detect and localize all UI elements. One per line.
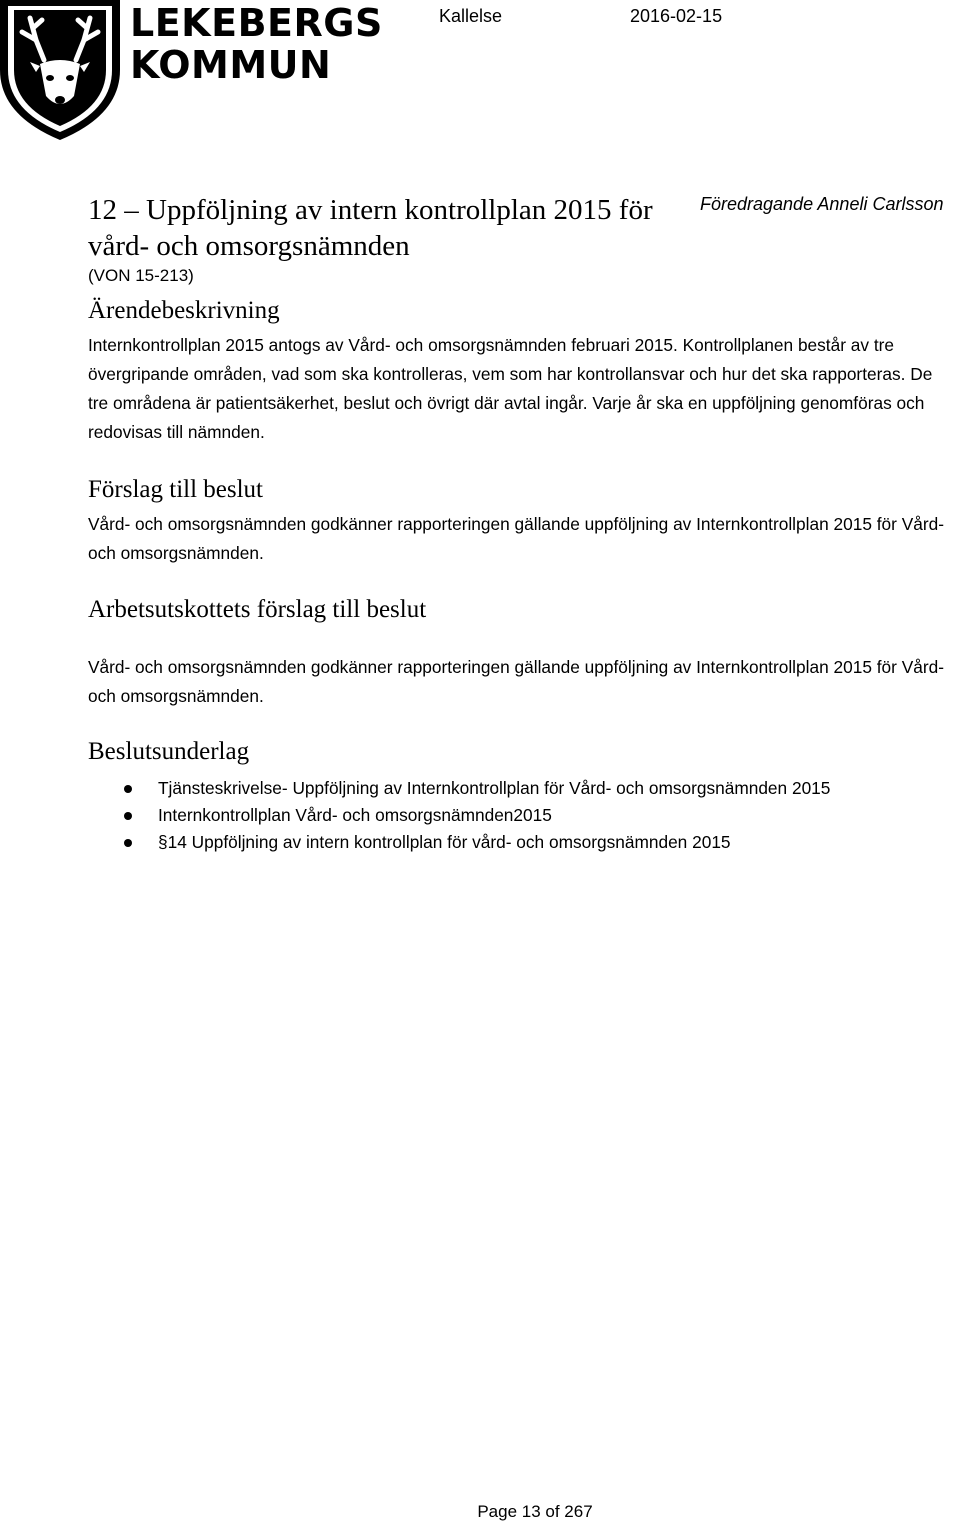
page-header — [0, 0, 960, 150]
bullet-icon — [124, 785, 132, 793]
brand-line-1: LEKEBERGS — [130, 1, 383, 45]
list-item-text: §14 Uppföljning av intern kontrollplan för vård- och omsorgsnämnden 2015 — [158, 832, 731, 852]
list-item — [120, 802, 830, 829]
bullet-icon — [124, 839, 132, 847]
list-item-text: Tjänsteskrivelse- Uppföljning av Internkontrollplan för Vård- och omsorgsnämnden 2015 — [158, 778, 831, 798]
list-item — [120, 829, 830, 856]
item-title: 12 – Uppföljning av intern kontrollplan 2015 för vård- och omsorgsnämnden — [88, 194, 653, 262]
heading-arbetsutskottets-forslag: Arbetsutskottets förslag till beslut — [88, 596, 427, 623]
list-item — [120, 775, 830, 802]
list-item-text: Internkontrollplan Vård- och omsorgsnämnden2015 — [158, 805, 552, 825]
page-footer — [0, 1502, 960, 1522]
page-number: Page 13 of 267 — [477, 1502, 593, 1521]
heading-forslag-till-beslut: Förslag till beslut — [88, 476, 263, 503]
brand-wordmark — [130, 2, 383, 86]
brand-line-2: KOMMUN — [130, 43, 332, 87]
bullet-icon — [124, 812, 132, 820]
heading-arendebeskrivning: Ärendebeskrivning — [88, 297, 280, 324]
document-date: 2016-02-15 — [630, 6, 723, 26]
municipality-logo — [0, 0, 120, 140]
beslutsunderlag-list — [120, 775, 830, 856]
heading-beslutsunderlag: Beslutsunderlag — [88, 738, 250, 765]
presenter: Föredragande Anneli Carlsson — [700, 194, 944, 214]
text-arbetsutskottets-forslag: Vård- och omsorgsnämnden godkänner rapporteringen gällande uppföljning av Internkontrollplan 2015 för Vård- och omsorgsnämnden. — [88, 657, 944, 706]
case-number: (VON 15-213) — [88, 266, 194, 285]
document-type: Kallelse — [439, 6, 503, 26]
text-arendebeskrivning: Internkontrollplan 2015 antogs av Vård- och omsorgsnämnden februari 2015. Kontrollplanen består av tre övergripande områden, vad som ska kontrolleras, vem som har kontrollansvar och hur det ska rapporteras. De tre områdena är patientsäkerhet, beslut och övrigt där avtal ingår. Varje år ska en uppföljning genomföras och redovisas till nämnden. — [88, 335, 933, 442]
text-forslag-till-beslut: Vård- och omsorgsnämnden godkänner rapporteringen gällande uppföljning av Internkontrollplan 2015 för Vård- och omsorgsnämnden. — [88, 514, 944, 563]
